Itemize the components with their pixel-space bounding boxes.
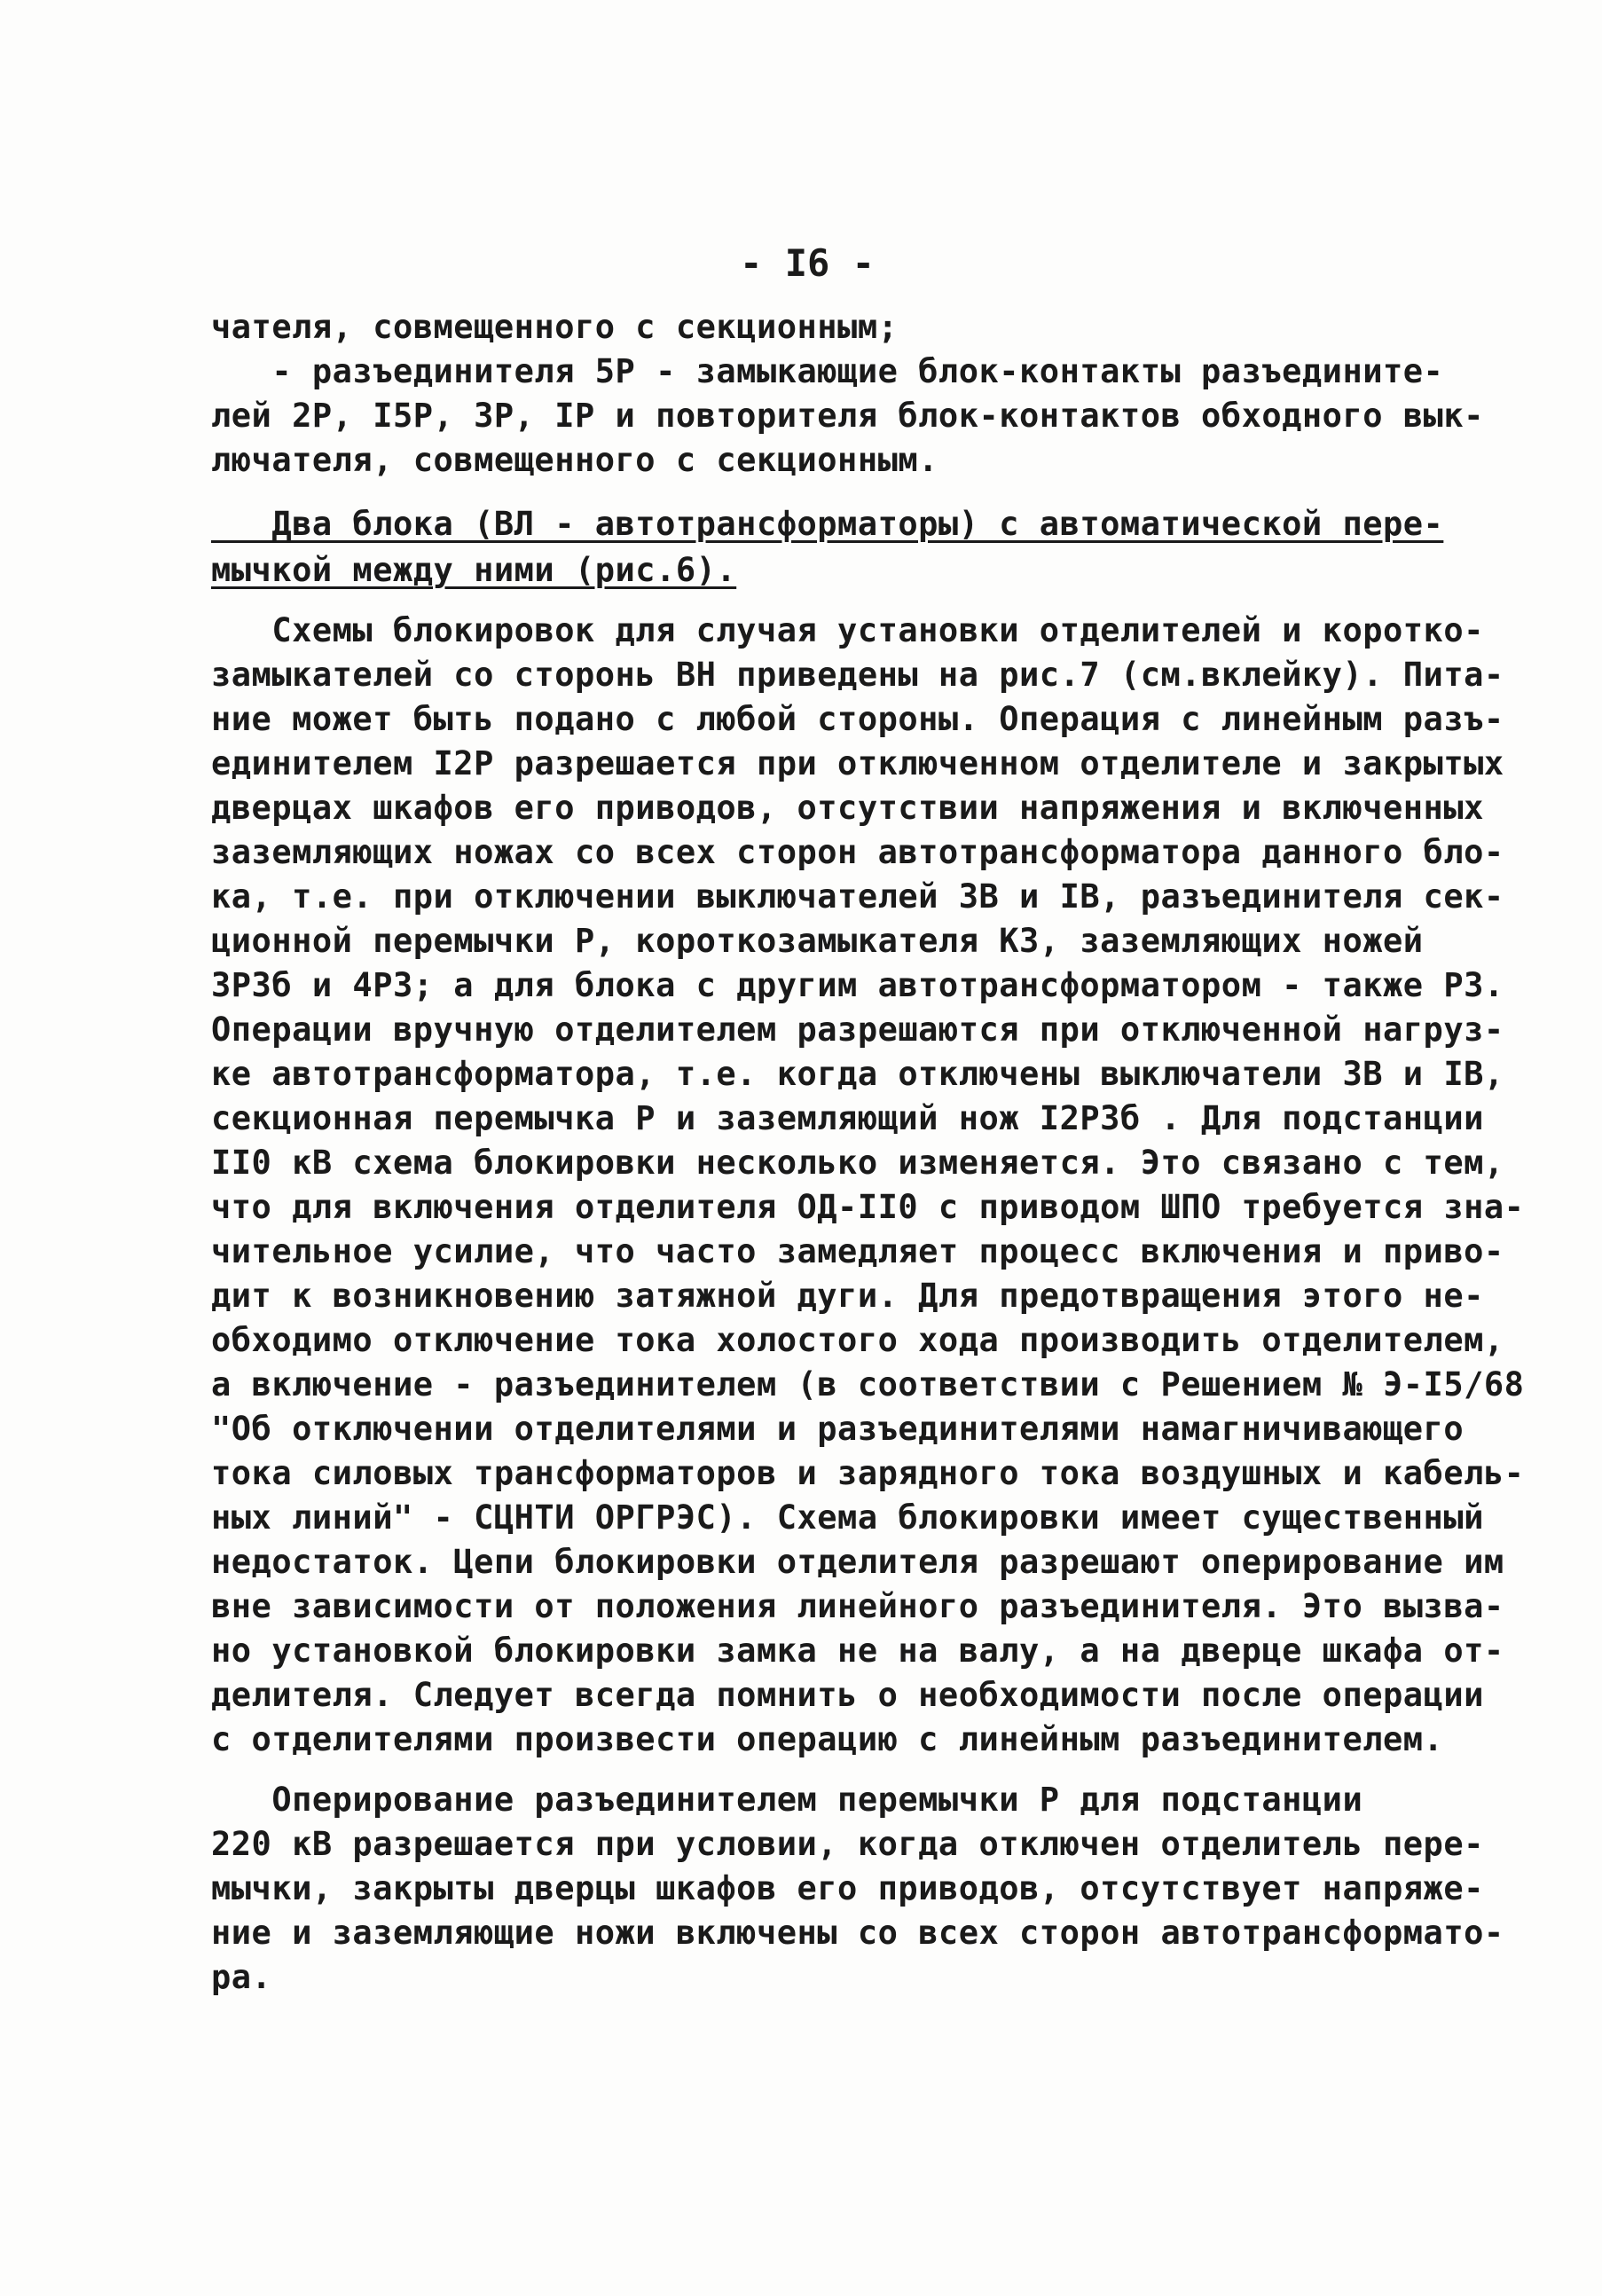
text-line: секционная перемычка Р и заземляющий нож I2Р3б . Для подстанции <box>211 1099 1484 1137</box>
text-line: что для включения отделителя ОД-II0 с приводом ШПО требуется зна- <box>211 1188 1525 1226</box>
text-line: ционной перемычки Р, короткозамыкателя КЗ, заземляющих ножей <box>211 922 1424 960</box>
text-line: чительное усилие, что часто замедляет процесс включения и приво- <box>211 1232 1504 1270</box>
text-line: мычки, закрыты дверцы шкафов его приводов, отсутствует напряже- <box>211 1869 1484 1907</box>
text-line: 220 кВ разрешается при условии, когда отключен отделитель пере- <box>211 1825 1484 1863</box>
text-line: дит к возникновению затяжной дуги. Для предотвращения этого не- <box>211 1277 1484 1315</box>
text-line: недостаток. Цепи блокировки отделителя разрешают оперирование им <box>211 1543 1504 1581</box>
text-line: замыкателей со сторонь ВН приведены на рис.7 (см.вклейку). Пита- <box>211 656 1504 694</box>
text-line: делителя. Следует всегда помнить о необходимости после операции <box>211 1676 1484 1714</box>
text-line: - разъединителя 5Р - замыкающие блок-контакты разъедините- <box>211 352 1444 390</box>
text-line: Оперирование разъединителем перемычки Р для подстанции <box>211 1781 1363 1819</box>
text-line: II0 кВ схема блокировки несколько изменяется. Это связано с тем, <box>211 1144 1504 1182</box>
text-line: с отделителями произвести операцию с линейным разъединителем. <box>211 1720 1444 1758</box>
text-line: ных линий" - СЦНТИ ОРГРЭС). Схема блокировки имеет существенный <box>211 1498 1484 1537</box>
text-line: но установкой блокировки замка не на валу, а на дверце шкафа от- <box>211 1632 1504 1670</box>
text-line: ра. <box>211 1958 272 1996</box>
text-line: Операции вручную отделителем разрешаются при отключенной нагруз- <box>211 1010 1504 1049</box>
text-line: а включение - разъединителем (в соответствии с Решением № Э-I5/68 <box>211 1365 1525 1404</box>
text-line: чателя, совмещенного с секционным; <box>211 308 899 346</box>
page-number: - I6 - <box>740 241 875 285</box>
text-line: единителем I2Р разрешается при отключенном отделителе и закрытых <box>211 744 1504 782</box>
text-line: обходимо отключение тока холостого хода производить отделителем, <box>211 1321 1504 1359</box>
section-heading-line-1: Два блока (ВЛ - автотрансформаторы) с автоматической пере- <box>211 505 1444 543</box>
text-line: тока силовых трансформаторов и зарядного тока воздушных и кабель- <box>211 1454 1525 1492</box>
text-line: ние может быть подано с любой стороны. Операция с линейным разъ- <box>211 700 1504 738</box>
text-line: вне зависимости от положения линейного разъединителя. Это вызва- <box>211 1587 1504 1625</box>
text-line: заземляющих ножах со всех сторон автотрансформатора данного бло- <box>211 833 1504 871</box>
text-line: ние и заземляющие ножи включены со всех сторон автотрансформато- <box>211 1914 1504 1952</box>
text-line: ке автотрансформатора, т.е. когда отключены выключатели 3В и IВ, <box>211 1055 1504 1093</box>
text-line: "Об отключении отделителями и разъединителями намагничивающего <box>211 1410 1465 1448</box>
text-line: Схемы блокировок для случая установки отделителей и коротко- <box>211 611 1484 649</box>
text-line: ка, т.е. при отключении выключателей 3В и IВ, разъединителя сек- <box>211 877 1504 916</box>
text-line: лей 2Р, I5Р, 3Р, IР и повторителя блок-контактов обходного вык- <box>211 397 1484 435</box>
section-heading-line-2: мычкой между ними (рис.6). <box>211 551 737 589</box>
text-line: 3Р3б и 4Р3; а для блока с другим автотрансформатором - также Р3. <box>211 966 1504 1004</box>
text-line: лючателя, совмещенного с секционным. <box>211 441 938 479</box>
text-line: дверцах шкафов его приводов, отсутствии напряжения и включенных <box>211 789 1484 827</box>
